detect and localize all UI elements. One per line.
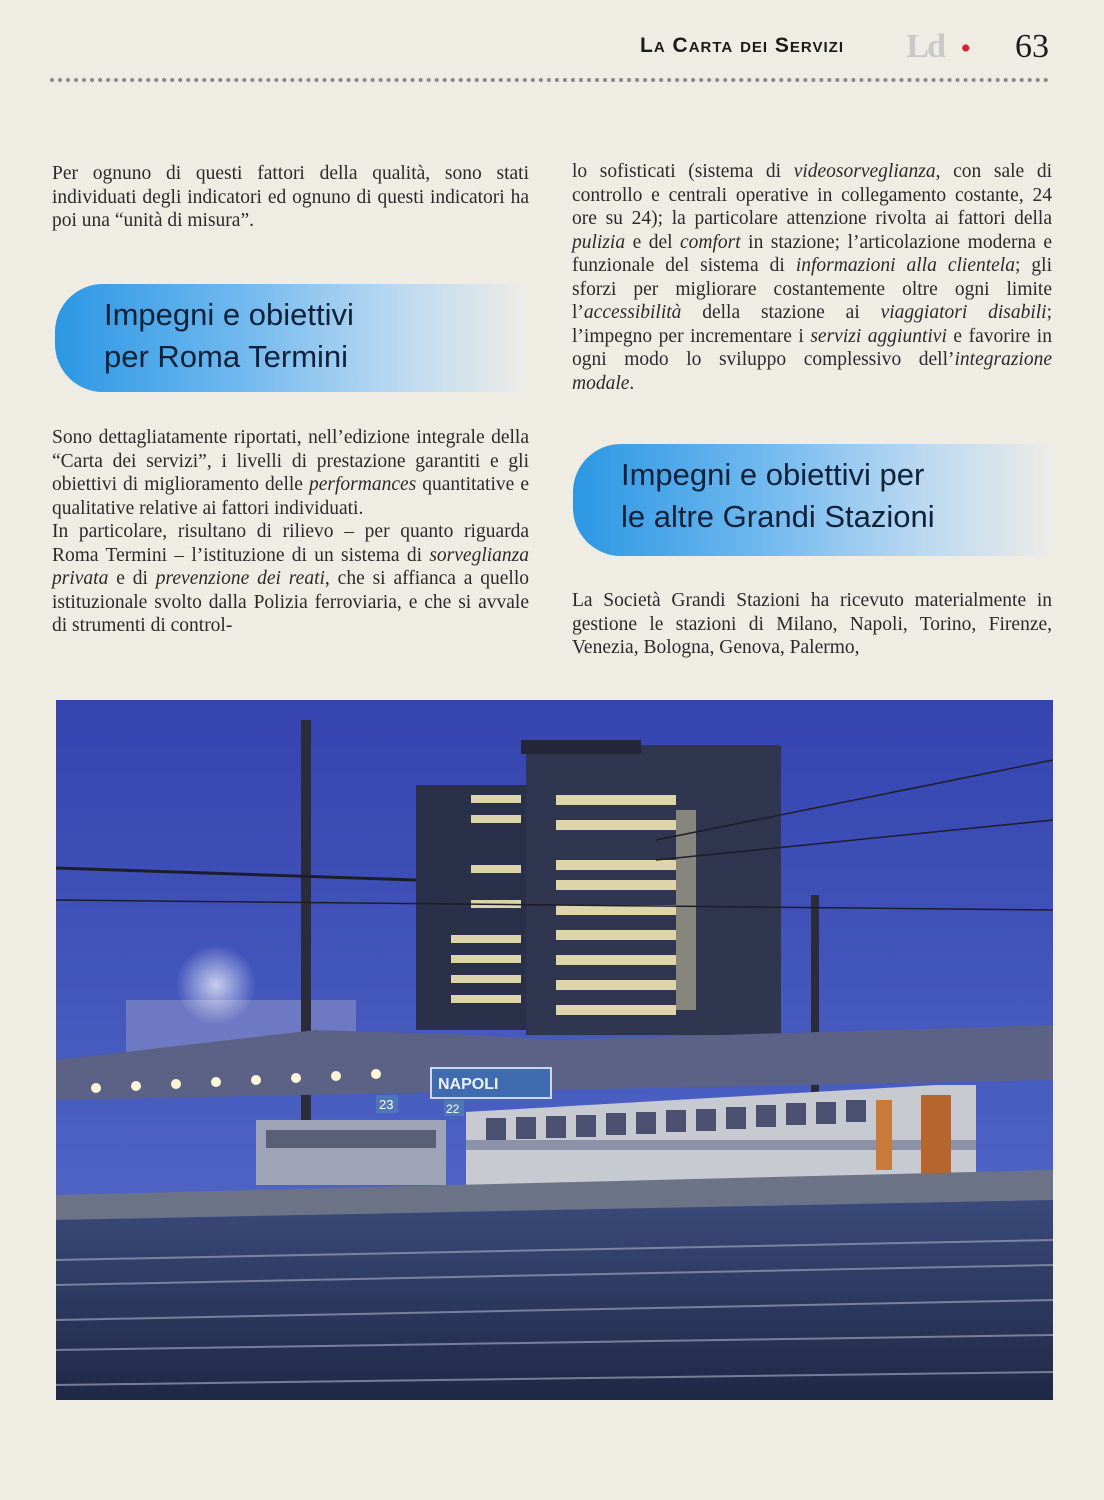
magazine-logo: Ld — [906, 28, 944, 65]
body-paragraph: Sono dettagliatamente riportati, nell’edizione integrale della “Carta dei servizi”, i livelli di prestazione garantiti e gli obiettivi di miglioramento delle performances quantitative e qualitative relative ai fattori individuati. — [52, 427, 529, 519]
catenary-pole — [811, 895, 819, 1125]
banner-title-line: Impegni e obiettivi — [104, 297, 354, 332]
page-header — [50, 28, 1049, 68]
banner-title-line: le altre Grandi Stazioni — [621, 499, 935, 534]
section-title: La Carta dei Servizi — [640, 34, 844, 57]
tower-roof — [521, 740, 641, 754]
grandi-stazioni-body: La Società Grandi Stazioni ha ricevuto materialmente in gestione le stazioni di Milano, Napoli, Torino, Firenze, Venezia, Bologna, Genova, Palermo, — [572, 590, 1052, 658]
banner-title-line: Impegni e obiettivi per — [621, 457, 925, 492]
continuation-paragraph: lo sofisticati (sistema di videosorveglianza, con sale di controllo e centrali operative in collegamento costante, 24 ore su 24); la particolare attenzione rivolta ai fattori della pulizia e del comfort in stazione; l’articolazione moderna e funzionale del sistema di informazioni alla clientela; gli sforzi per migliorare costantemente oltre ogni limite l’accessibilità della stazione ai viaggiatori disabili; l’impegno per incrementare i servizi aggiuntivi e favorire in ogni modo lo sviluppo complessivo dell’integrazione modale. — [572, 161, 1053, 394]
body-paragraph: In particolare, risultano di rilievo – per quanto riguarda Roma Termini – l’istituzione di un sistema di sorveglianza privata e di prevenzione dei reati, che si affianca a quello istituzionale svolto dalla Polizia ferroviaria, e che si avvale di strumenti di control- — [52, 521, 530, 636]
platform-number-22: 22 — [446, 1102, 460, 1116]
train-left-windows — [266, 1130, 436, 1148]
platform-sign-text: NAPOLI — [438, 1076, 499, 1093]
coach-door — [921, 1095, 951, 1175]
distant-light-glow — [176, 945, 256, 1025]
station-night-photo — [56, 700, 1053, 1400]
roma-termini-body — [52, 426, 529, 638]
page-number: 63 — [1015, 28, 1049, 65]
red-bullet-icon: • — [960, 32, 971, 65]
train-left — [256, 1120, 446, 1185]
coach-stripe — [466, 1140, 976, 1150]
track-bed — [56, 1200, 1053, 1400]
banner-title-line: per Roma Termini — [104, 339, 349, 374]
coach-door — [876, 1100, 892, 1170]
heading-banner-grandi-stazioni — [573, 444, 1053, 556]
platform-number-23: 23 — [379, 1097, 394, 1112]
heading-banner-roma-termini — [55, 284, 525, 392]
dotted-divider — [50, 78, 1049, 82]
intro-paragraph: Per ognuno di questi fattori della qualità, sono stati individuati degli indicatori ed ognuno di questi indicatori ha poi una “unità di misura”. — [52, 163, 529, 231]
